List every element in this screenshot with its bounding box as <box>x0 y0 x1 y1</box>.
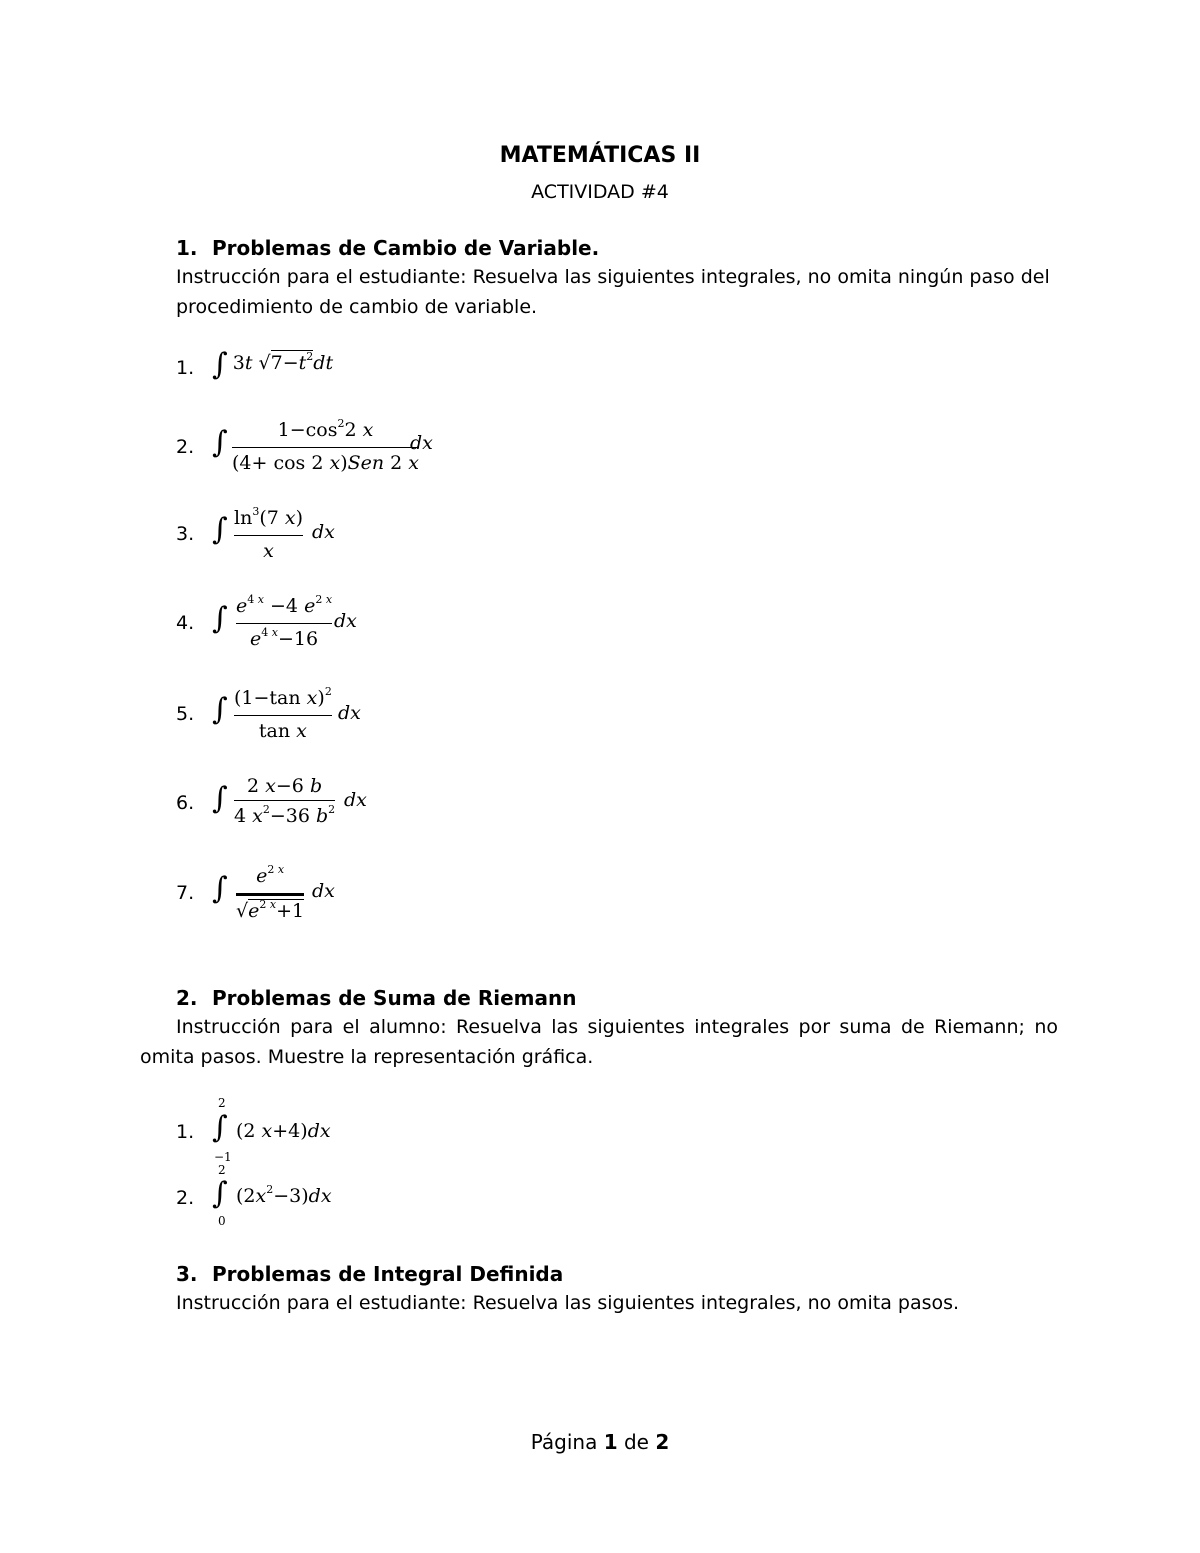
section-2-instruction-line2: omita pasos. Muestre la representación gráfica. <box>140 1046 594 1068</box>
problem-3-fraction: $\ln^3(7$ x) x <box>234 505 304 563</box>
section-2-number: 2. <box>176 986 198 1010</box>
section-3-number: 3. <box>176 1262 198 1286</box>
riemann-problem-2-integrand: $(2x^2-3)dx$ <box>236 1183 332 1207</box>
page-footer <box>0 1430 1200 1454</box>
problem-3-dx: dx <box>312 521 335 543</box>
riemann-problem-1-integral-sign: ∫ <box>212 1110 228 1145</box>
section-1-instruction-line2: procedimiento de cambio de variable. <box>176 296 538 318</box>
riemann-problem-1-upper-limit: 2 <box>218 1096 226 1110</box>
problem-2-fraction: $1-\cos^22$ x (4+ cos 2 x)Sen 2 x <box>232 417 419 475</box>
riemann-problem-2-number: 2. <box>176 1187 195 1209</box>
problem-3-integral-sign: ∫ <box>212 512 228 547</box>
section-1-instruction-line1: Instrucción para el estudiante: Resuelva las siguientes integrales, no omita ningún paso del <box>176 266 1050 288</box>
problem-7-number: 7. <box>176 882 195 904</box>
footer-page-total: 2 <box>655 1430 670 1454</box>
riemann-problem-1-lower-limit: −1 <box>214 1150 232 1164</box>
problem-6-fraction: 2 x−6 b 4 $x^2-36$ $b^2$ <box>234 775 336 828</box>
section-3-instruction: Instrucción para el estudiante: Resuelva las siguientes integrales, no omita pasos. <box>176 1292 960 1314</box>
problem-2-integral-sign: ∫ <box>212 425 228 460</box>
problem-5-integral-sign: ∫ <box>212 692 228 727</box>
riemann-problem-2-lower-limit: 0 <box>218 1214 226 1228</box>
problem-3-number: 3. <box>176 523 195 545</box>
problem-6-dx: dx <box>344 789 367 811</box>
integral-sign: ∫ <box>212 347 228 382</box>
riemann-problem-1-integrand: (2 x+4)dx <box>236 1120 331 1142</box>
section-1-title: Problemas de Cambio de Variable. <box>212 236 600 260</box>
problem-5-fraction: (1−tan x)$^2$ tan x <box>234 685 332 743</box>
section-2-instruction-line1: Instrucción para el alumno: Resuelva las siguientes integrales por suma de Riemann; no <box>176 1016 1058 1038</box>
problem-4-dx: dx <box>334 610 357 632</box>
section-2-title: Problemas de Suma de Riemann <box>212 986 577 1010</box>
riemann-problem-2-integral-sign: ∫ <box>212 1176 228 1211</box>
problem-7-dx: dx <box>312 880 335 902</box>
problem-5-dx: dx <box>338 702 361 724</box>
riemann-problem-1-number: 1. <box>176 1121 195 1143</box>
problem-2-dx: dx <box>410 432 433 454</box>
problem-7-integral-sign: ∫ <box>212 871 228 906</box>
problem-1-expression: ∫ 3t $√7-t^2dt$ <box>212 347 334 382</box>
problem-5-number: 5. <box>176 703 195 725</box>
riemann-problem-2-upper-limit: 2 <box>218 1163 226 1177</box>
section-1-number: 1. <box>176 236 198 260</box>
problem-7-fraction: $e^{2 x}$ $√e^{2 x}+1$ <box>236 863 305 922</box>
footer-prefix: Página <box>530 1430 598 1454</box>
problem-1-number: 1. <box>176 357 195 379</box>
problem-2-number: 2. <box>176 436 195 458</box>
document-subtitle: ACTIVIDAD #4 <box>531 181 669 203</box>
problem-4-fraction: $e^{4 x} -4$ $e^{2 x}$ $e^{4 x}-16$ <box>236 593 333 651</box>
problem-6-integral-sign: ∫ <box>212 781 228 816</box>
document-title: MATEMÁTICAS II <box>499 143 701 168</box>
footer-page-number: 1 <box>603 1430 618 1454</box>
problem-4-number: 4. <box>176 612 195 634</box>
footer-middle: de <box>623 1430 649 1454</box>
problem-6-number: 6. <box>176 792 195 814</box>
problem-4-integral-sign: ∫ <box>212 601 228 636</box>
section-3-title: Problemas de Integral Definida <box>212 1262 564 1286</box>
